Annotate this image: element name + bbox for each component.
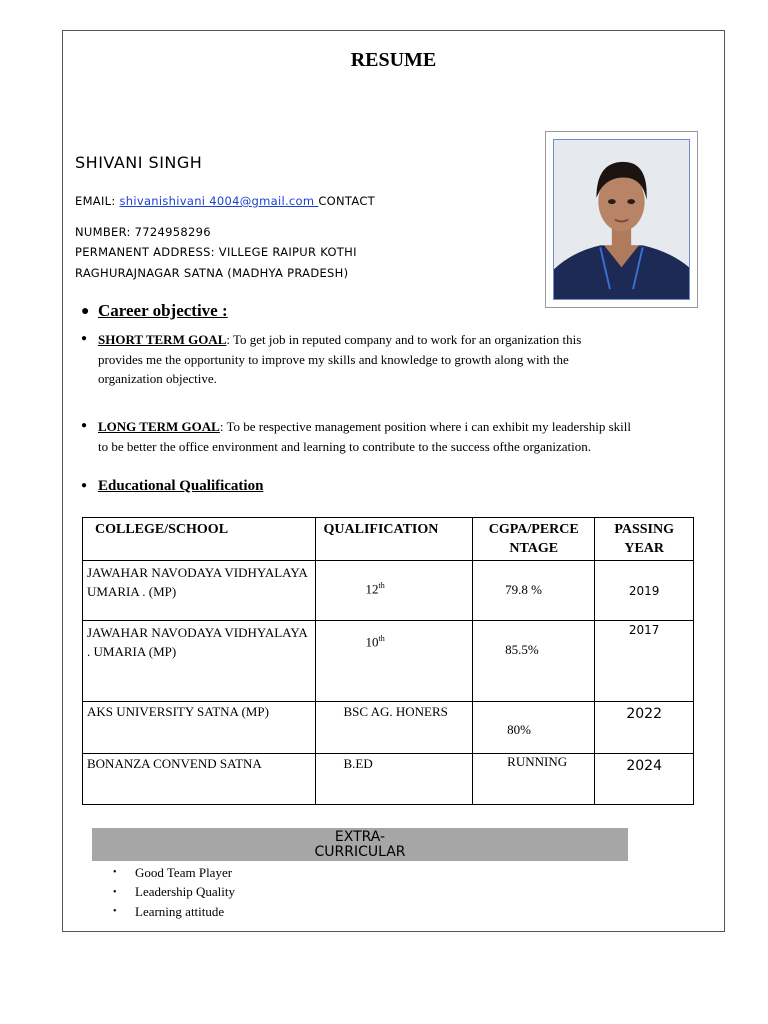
cell-score: 79.8 %: [473, 561, 595, 621]
cell-qualification: B.ED: [315, 754, 473, 805]
cell-qualification: 10th: [315, 621, 473, 702]
profile-photo: [553, 139, 690, 300]
short-term-goal: [81, 330, 628, 389]
long-term-goal-text: : To be respective management position where i can exhibit my leadership skill to be better the office environment and learning to contribute to the success ofthe organization.: [98, 419, 631, 454]
table-row: [83, 754, 694, 805]
email-line: [75, 194, 375, 208]
education-table: [82, 517, 694, 805]
long-term-goal: [81, 417, 638, 456]
bullet-icon: ●: [81, 420, 88, 431]
cell-score: RUNNING: [473, 754, 595, 805]
col-header-year: PASSING YEAR: [595, 518, 694, 561]
table-row: [83, 702, 694, 754]
cell-school: JAWAHAR NAVODAYA VIDHYALAYA UMARIA . (MP): [83, 561, 316, 621]
bullet-icon: ●: [81, 304, 90, 319]
cell-score: 80%: [473, 702, 595, 754]
list-item: • Learning attitude: [113, 903, 225, 919]
email-label: EMAIL:: [75, 194, 120, 208]
cell-qualification: BSC AG. HONERS: [315, 702, 473, 754]
bullet-icon: •: [113, 867, 117, 879]
email-link[interactable]: shivanishivani 4004@gmail.com: [119, 194, 319, 208]
education-heading: Educational Qualification: [98, 478, 264, 494]
col-header-score: CGPA/PERCE NTAGE: [473, 518, 595, 561]
page-title: RESUME: [350, 49, 437, 71]
bullet-icon: ●: [81, 480, 88, 491]
cell-qualification: 12th: [315, 561, 473, 621]
cell-year: 2024: [595, 754, 694, 805]
bullet-icon: ●: [81, 333, 88, 344]
career-objective-heading: Career objective :: [98, 301, 228, 320]
list-item: • Good Team Player: [113, 864, 233, 880]
short-term-goal-text: : To get job in reputed company and to work for an organization this provides me the opportunity to improve my skills and knowledge to growth along with the organization objective.: [98, 332, 582, 386]
bullet-icon: •: [113, 886, 117, 898]
list-item: • Leadership Quality: [113, 884, 235, 900]
col-header-qualification: QUALIFICATION: [315, 518, 473, 561]
extra-curricular-heading: EXTRA- CURRICULAR: [92, 828, 628, 861]
career-objective-heading-row: [81, 301, 228, 321]
contact-label: CONTACT: [318, 194, 375, 208]
table-row: [83, 561, 694, 621]
cell-score: 85.5%: [473, 621, 595, 702]
candidate-name: SHIVANI SINGH: [75, 153, 203, 172]
bullet-icon: •: [113, 906, 117, 918]
table-row: [83, 621, 694, 702]
education-heading-row: [81, 478, 263, 495]
resume-page: [62, 30, 725, 932]
col-header-school: COLLEGE/SCHOOL: [83, 518, 316, 561]
address-line-2: RAGHURAJNAGAR SATNA (MADHYA PRADESH): [75, 266, 349, 280]
profile-photo-image: [554, 140, 689, 299]
cell-school: AKS UNIVERSITY SATNA (MP): [83, 702, 316, 754]
cell-year: 2017: [595, 621, 694, 702]
extra-curricular-list: [113, 863, 235, 922]
cell-school: JAWAHAR NAVODAYA VIDHYALAYA . UMARIA (MP): [83, 621, 316, 702]
long-term-goal-label: LONG TERM GOAL: [98, 419, 220, 434]
cell-year: 2019: [595, 561, 694, 621]
cell-school: BONANZA CONVEND SATNA: [83, 754, 316, 805]
contact-number: NUMBER: 7724958296: [75, 225, 211, 239]
short-term-goal-label: SHORT TERM GOAL: [98, 332, 227, 347]
profile-photo-frame: [545, 131, 698, 308]
cell-year: 2022: [595, 702, 694, 754]
table-header-row: [83, 518, 694, 561]
address-line-1: PERMANENT ADDRESS: VILLEGE RAIPUR KOTHI: [75, 245, 357, 259]
